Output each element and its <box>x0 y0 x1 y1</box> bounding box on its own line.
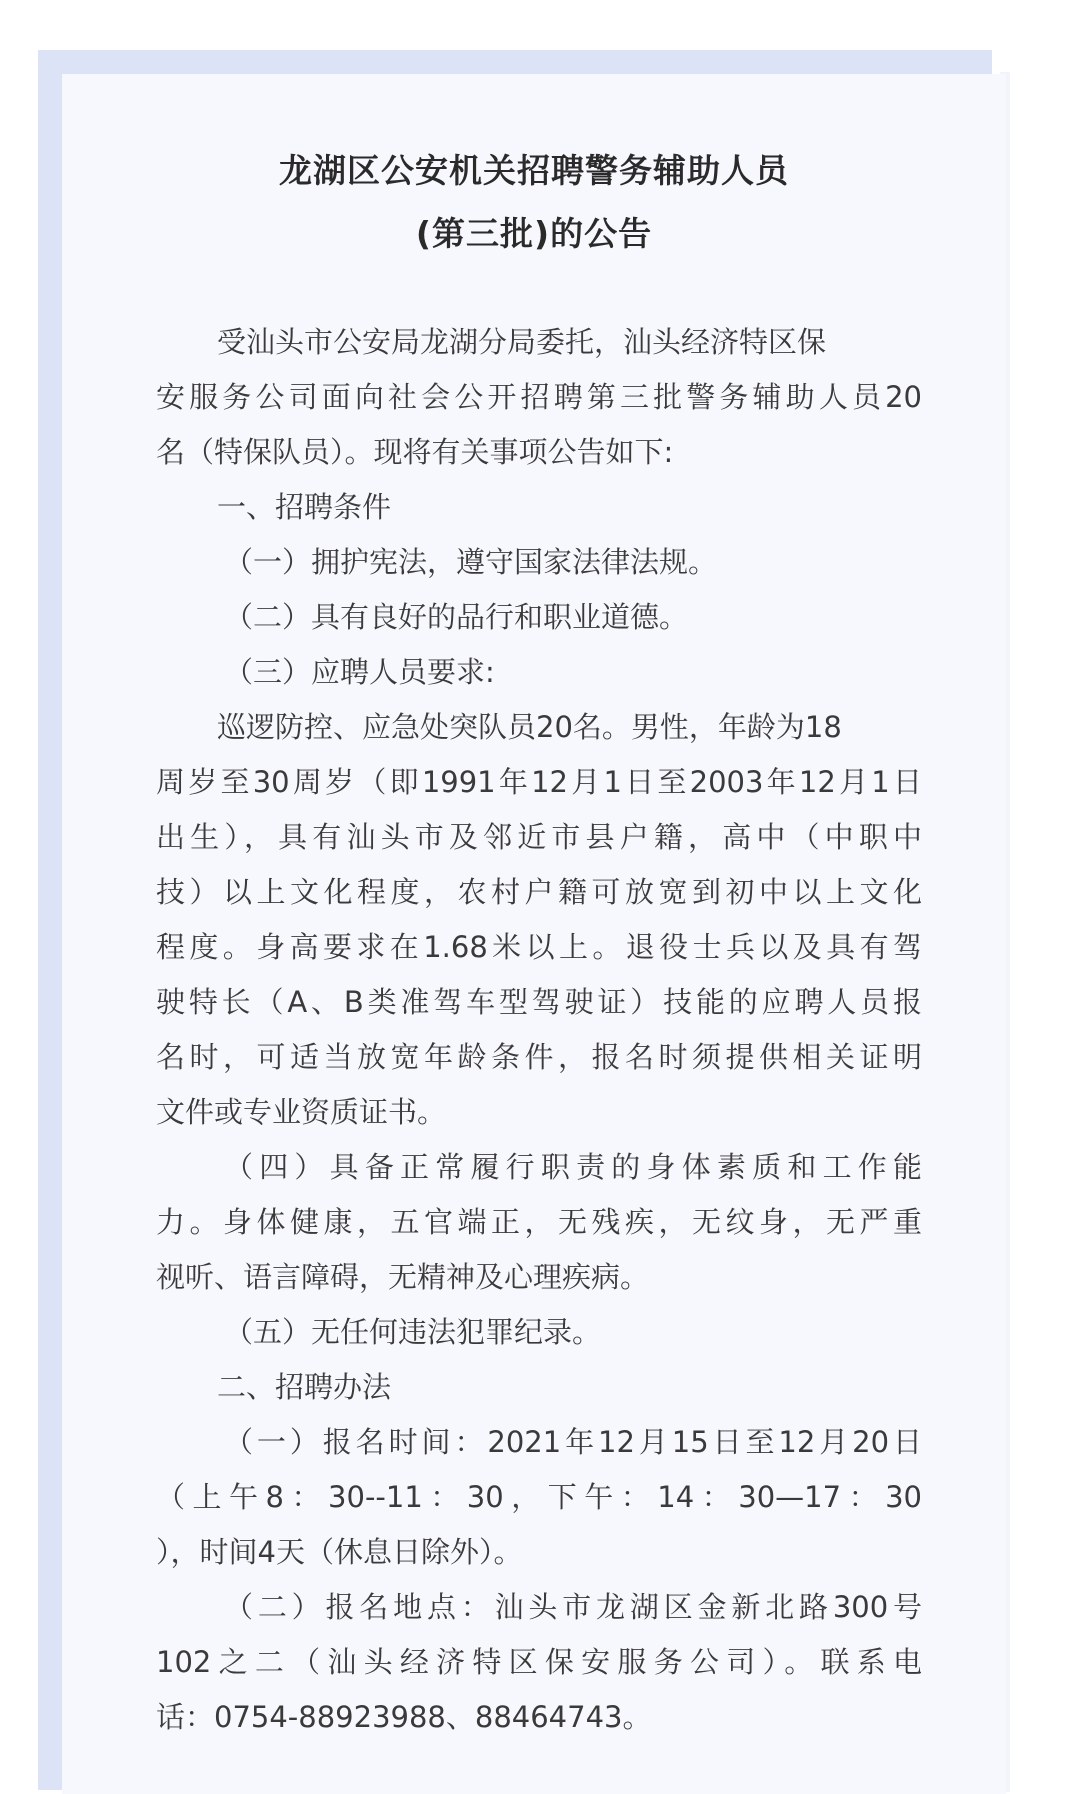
method-item-1-line-1: （一）报名时间：2021年12月15日至12月20日 <box>224 1425 922 1459</box>
method-item-1-line-2: （上午8：30--11：30，下午：14：30—17：30 <box>156 1480 922 1514</box>
requirements-paragraph-line-1: 巡逻防控、应急处突队员20名。男性，年龄为18 <box>217 710 842 744</box>
condition-item-4-line-1: （四）具备正常履行职责的身体素质和工作能 <box>224 1150 922 1184</box>
method-item-2-line-2: 102之二（汕头经济特区保安服务公司）。联系电 <box>156 1645 922 1679</box>
condition-item-2: （二）具有良好的品行和职业道德。 <box>224 600 689 634</box>
section-heading-recruitment-method: 二、招聘办法 <box>217 1370 392 1404</box>
paragraph-intro-line-2: 安服务公司面向社会公开招聘第三批警务辅助人员20 <box>156 380 922 414</box>
condition-item-5: （五）无任何违法犯罪纪录。 <box>224 1315 602 1349</box>
condition-item-1: （一）拥护宪法，遵守国家法律法规。 <box>224 545 718 579</box>
condition-item-4-line-2: 力。身体健康，五官端正，无残疾，无纹身，无严重 <box>156 1205 922 1239</box>
document-title-line2: (第三批)的公告 <box>415 214 653 253</box>
section-heading-recruitment-conditions: 一、招聘条件 <box>217 490 392 524</box>
document-title-line1: 龙湖区公安机关招聘警务辅助人员 <box>279 151 789 190</box>
requirements-paragraph-line-5: 程度。身高要求在1.68米以上。退役士兵以及具有驾 <box>156 930 922 964</box>
requirements-paragraph-line-3: 出生），具有汕头市及邻近市县户籍，高中（中职中 <box>156 820 922 854</box>
condition-item-4-line-3: 视听、语言障碍，无精神及心理疾病。 <box>156 1260 650 1294</box>
requirements-paragraph-line-6: 驶特长（A、B类准驾车型驾驶证）技能的应聘人员报 <box>156 985 922 1019</box>
requirements-paragraph-line-2: 周岁至30周岁（即1991年12月1日至2003年12月1日 <box>156 765 922 799</box>
paragraph-intro-line-1: 受汕头市公安局龙湖分局委托，汕头经济特区保 <box>217 325 827 359</box>
method-item-1-line-3: ），时间4天（休息日除外）。 <box>156 1535 523 1569</box>
requirements-paragraph-line-8: 文件或专业资质证书。 <box>156 1095 447 1129</box>
condition-item-3: （三）应聘人员要求: <box>224 655 495 689</box>
paragraph-intro-line-3: 名（特保队员）。现将有关事项公告如下: <box>156 435 674 469</box>
requirements-paragraph-line-4: 技）以上文化程度，农村户籍可放宽到初中以上文化 <box>156 875 922 909</box>
method-item-2-line-3: 话：0754-88923988、88464743。 <box>156 1700 652 1734</box>
requirements-paragraph-line-7: 名时，可适当放宽年龄条件，报名时须提供相关证明 <box>156 1040 922 1074</box>
method-item-2-line-1: （二）报名地点：汕头市龙湖区金新北路300号 <box>224 1590 922 1624</box>
